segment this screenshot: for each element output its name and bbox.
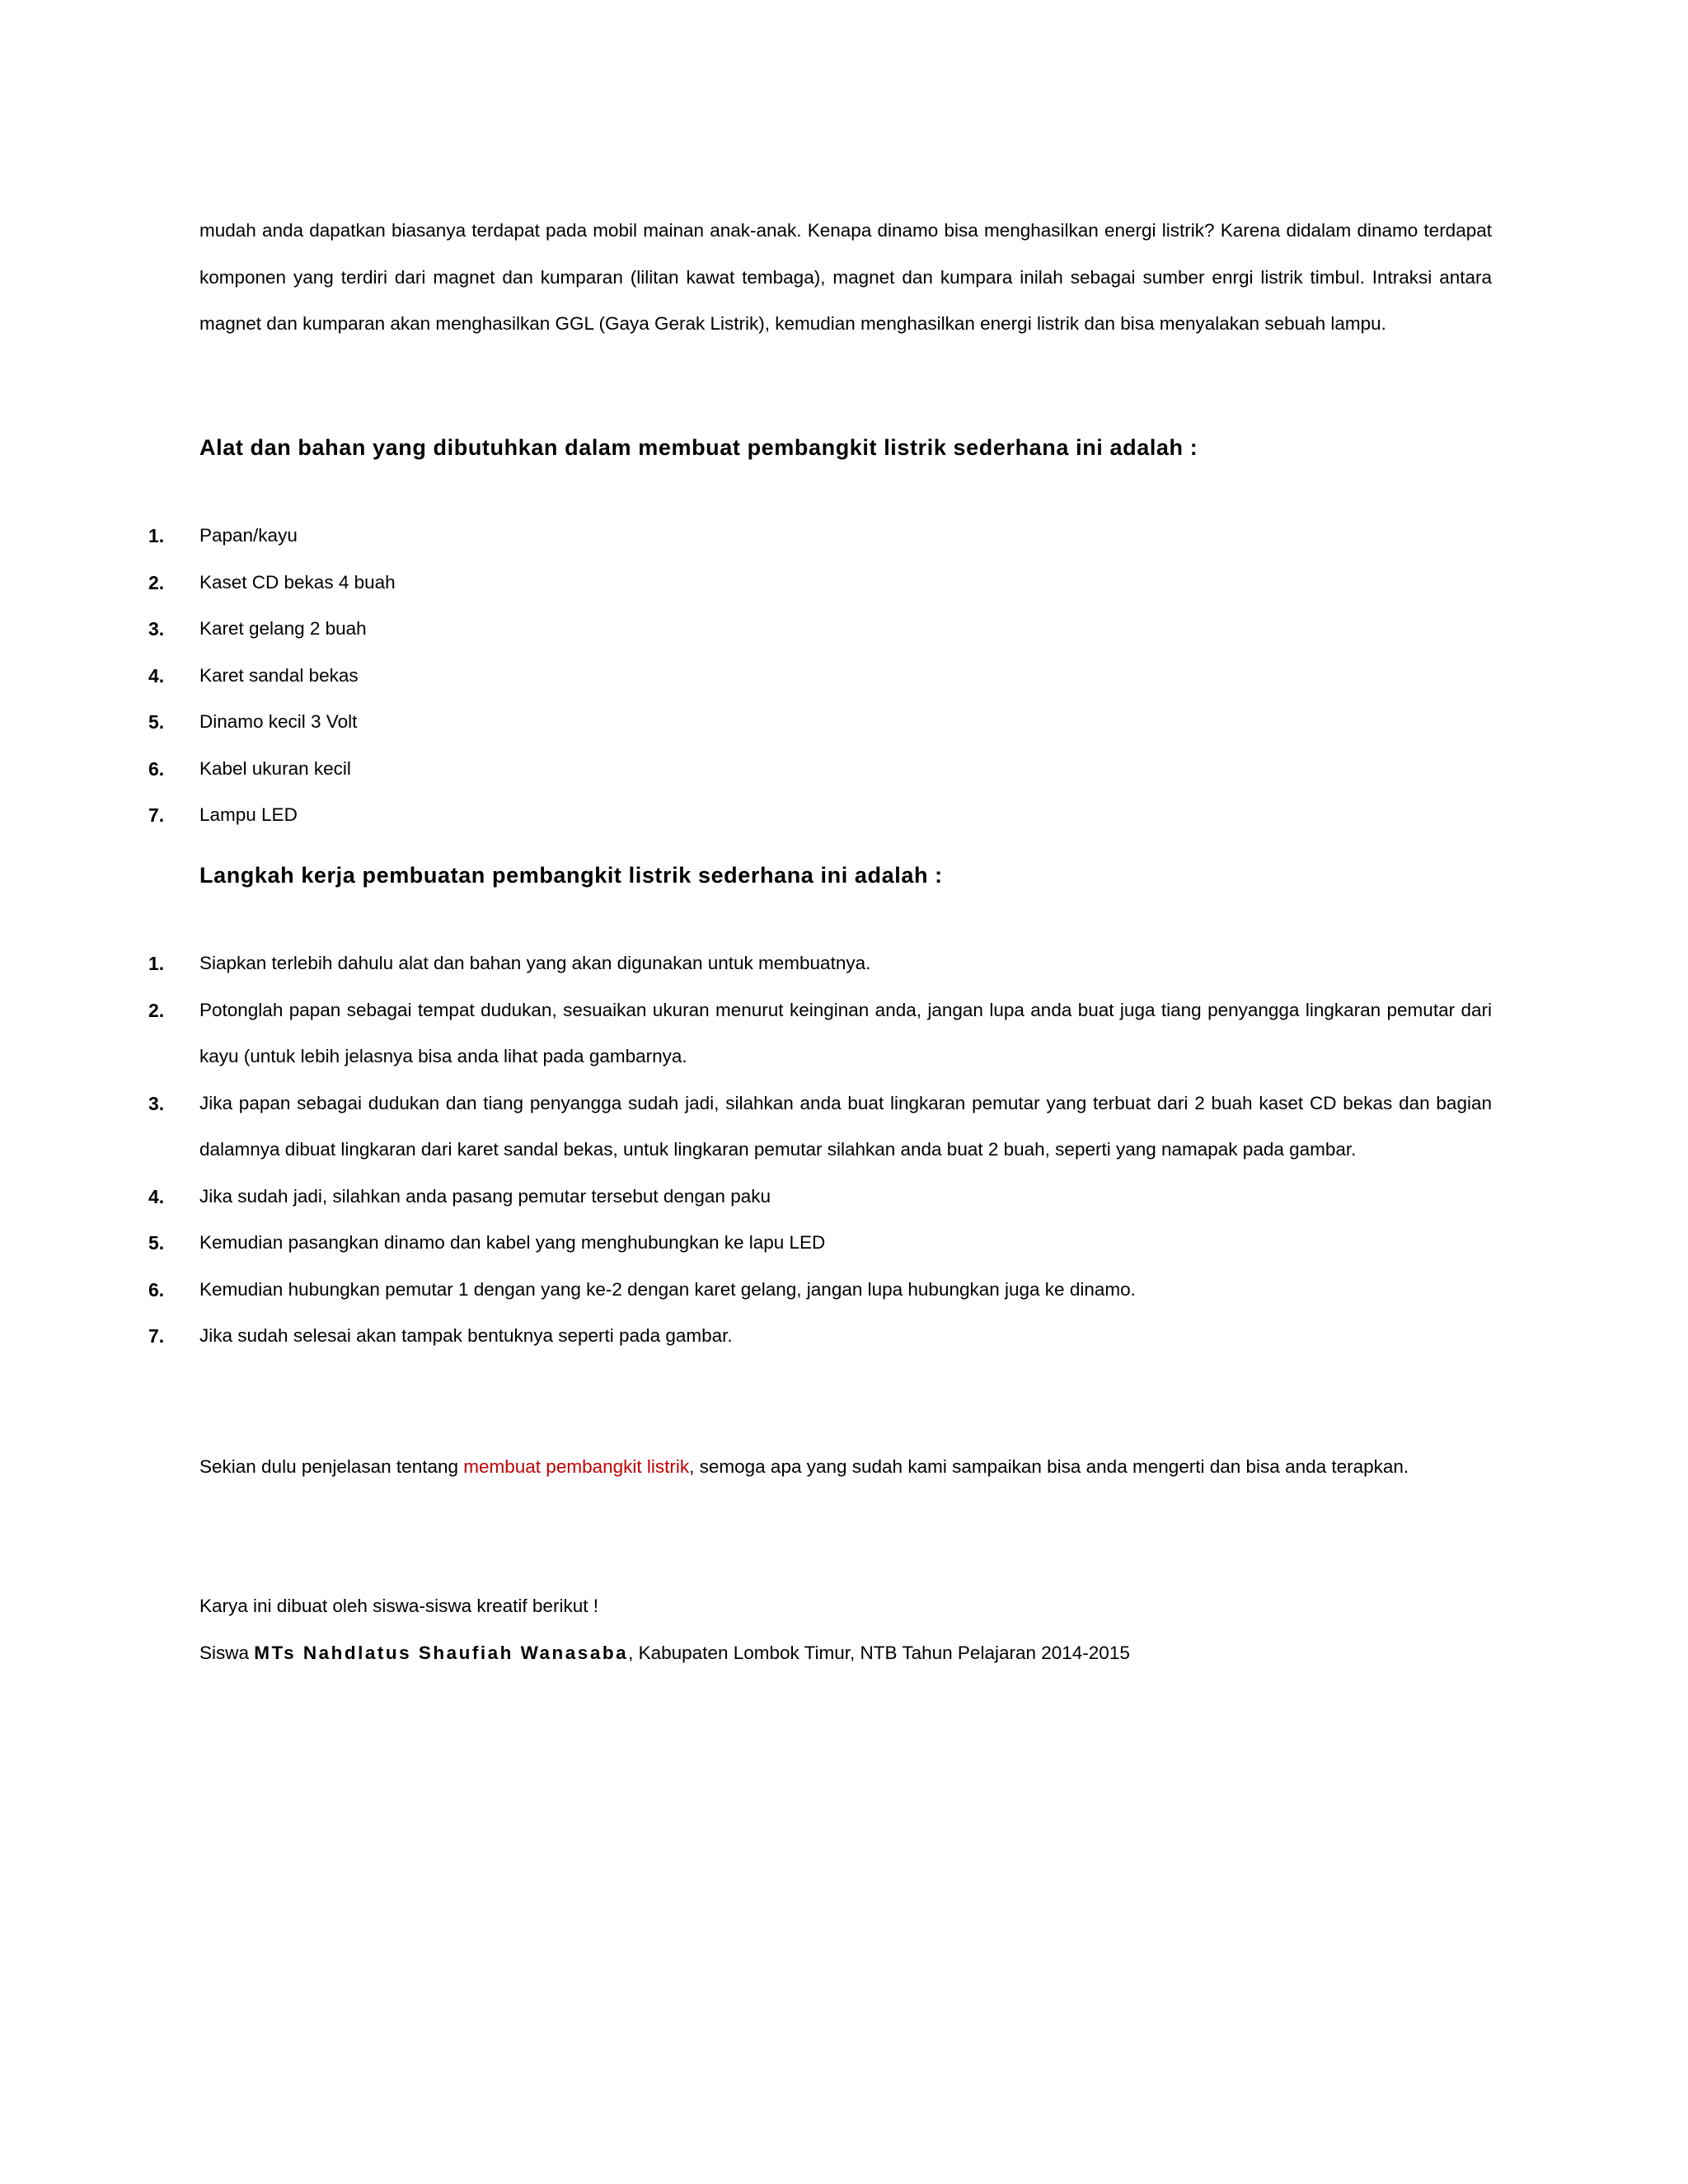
- list-number: 6.: [148, 757, 165, 780]
- school-name: MTs Nahdlatus Shaufiah Wanasaba: [254, 1643, 629, 1663]
- list-number: 3.: [148, 1092, 165, 1114]
- closing-paragraph-block: [199, 1444, 1492, 1491]
- materials-list: [148, 513, 1492, 839]
- list-item: [148, 987, 1492, 1080]
- credits-line: Karya ini dibuat oleh siswa-siswa kreatif berikut !: [199, 1596, 598, 1616]
- school-prefix: Siswa: [199, 1643, 255, 1663]
- list-item: [148, 792, 1492, 839]
- list-number: 6.: [148, 1278, 165, 1301]
- list-item: [148, 560, 1492, 607]
- intro-paragraph-block: [199, 208, 1492, 348]
- materials-heading: Alat dan bahan yang dibutuhkan dalam membuat pembangkit listrik sederhana ini adalah :: [199, 435, 1198, 460]
- list-item: [148, 606, 1492, 653]
- intro-paragraph: mudah anda dapatkan biasanya terdapat pada mobil mainan anak-anak. Kenapa dinamo bisa menghasilkan energi listrik? Karena didalam dinamo terdapat komponen yang terdiri dari magnet dan kumparan (lilitan kawat tembaga), magnet dan kumpara inilah sebagai sumber enrgi listrik timbul. Intraksi antara magnet dan kumparan akan menghasilkan GGL (Gaya Gerak Listrik), kemudian menghasilkan energi listrik dan bisa menyalakan sebuah lampu.: [199, 220, 1492, 334]
- list-text: Lampu LED: [199, 804, 298, 825]
- list-number: 7.: [148, 1325, 165, 1347]
- list-text: Kemudian pasangkan dinamo dan kabel yang menghubungkan ke lapu LED: [199, 1232, 826, 1253]
- list-item: [148, 513, 1492, 560]
- list-text: Kaset CD bekas 4 buah: [199, 571, 396, 593]
- list-item: [148, 653, 1492, 700]
- steps-list: [148, 940, 1492, 1360]
- list-item: [148, 940, 1492, 987]
- list-number: 1.: [148, 953, 165, 974]
- closing-text-start: Sekian dulu penjelasan tentang: [199, 1456, 464, 1477]
- list-item: [148, 1220, 1492, 1267]
- list-text: Kabel ukuran kecil: [199, 757, 351, 779]
- steps-heading: Langkah kerja pembuatan pembangkit listrik sederhana ini adalah :: [199, 863, 943, 888]
- closing-text-end: , semoga apa yang sudah kami sampaikan bisa anda mengerti dan bisa anda terapkan.: [689, 1456, 1409, 1477]
- list-text: Jika sudah selesai akan tampak bentuknya seperti pada gambar.: [199, 1325, 733, 1346]
- list-text: Potonglah papan sebagai tempat dudukan, sesuaikan ukuran menurut keinginan anda, jangan lupa anda buat juga tiang penyangga lingkaran pemutar dari kayu (untuk lebih jelasnya bisa anda lihat pada gambarnya.: [199, 999, 1492, 1066]
- list-number: 5.: [148, 1232, 165, 1254]
- list-item: [148, 1174, 1492, 1221]
- list-text: Jika papan sebagai dudukan dan tiang penyangga sudah jadi, silahkan anda buat lingkaran pemutar yang terbuat dari 2 buah kaset CD bekas dan bagian dalamnya dibuat lingkaran dari karet sandal bekas, untuk lingkaran pemutar silahkan anda buat 2 buah, seperti yang namapak pada gambar.: [199, 1092, 1492, 1160]
- closing-paragraph: [199, 1444, 1492, 1491]
- list-text: Papan/kayu: [199, 525, 298, 546]
- list-text: Siapkan terlebih dahulu alat dan bahan yang akan digunakan untuk membuatnya.: [199, 953, 871, 973]
- list-number: 2.: [148, 999, 165, 1021]
- list-item: [148, 746, 1492, 793]
- list-item: [148, 1313, 1492, 1360]
- list-text: Jika sudah jadi, silahkan anda pasang pemutar tersebut dengan paku: [199, 1185, 771, 1207]
- list-number: 3.: [148, 618, 165, 640]
- list-number: 4.: [148, 664, 165, 687]
- list-number: 5.: [148, 711, 165, 733]
- list-number: 7.: [148, 804, 165, 826]
- list-number: 4.: [148, 1185, 165, 1207]
- school-line: [199, 1643, 1130, 1664]
- list-item: [148, 699, 1492, 746]
- list-text: Kemudian hubungkan pemutar 1 dengan yang ke-2 dengan karet gelang, jangan lupa hubungkan juga ke dinamo.: [199, 1278, 1136, 1300]
- list-number: 1.: [148, 525, 165, 546]
- list-text: Dinamo kecil 3 Volt: [199, 711, 358, 732]
- list-item: [148, 1080, 1492, 1174]
- list-number: 2.: [148, 571, 165, 593]
- closing-link[interactable]: membuat pembangkit listrik: [463, 1456, 690, 1477]
- school-suffix: , Kabupaten Lombok Timur, NTB Tahun Pelajaran 2014-2015: [628, 1643, 1130, 1663]
- list-text: Karet gelang 2 buah: [199, 618, 367, 639]
- list-text: Karet sandal bekas: [199, 664, 359, 686]
- list-item: [148, 1267, 1492, 1314]
